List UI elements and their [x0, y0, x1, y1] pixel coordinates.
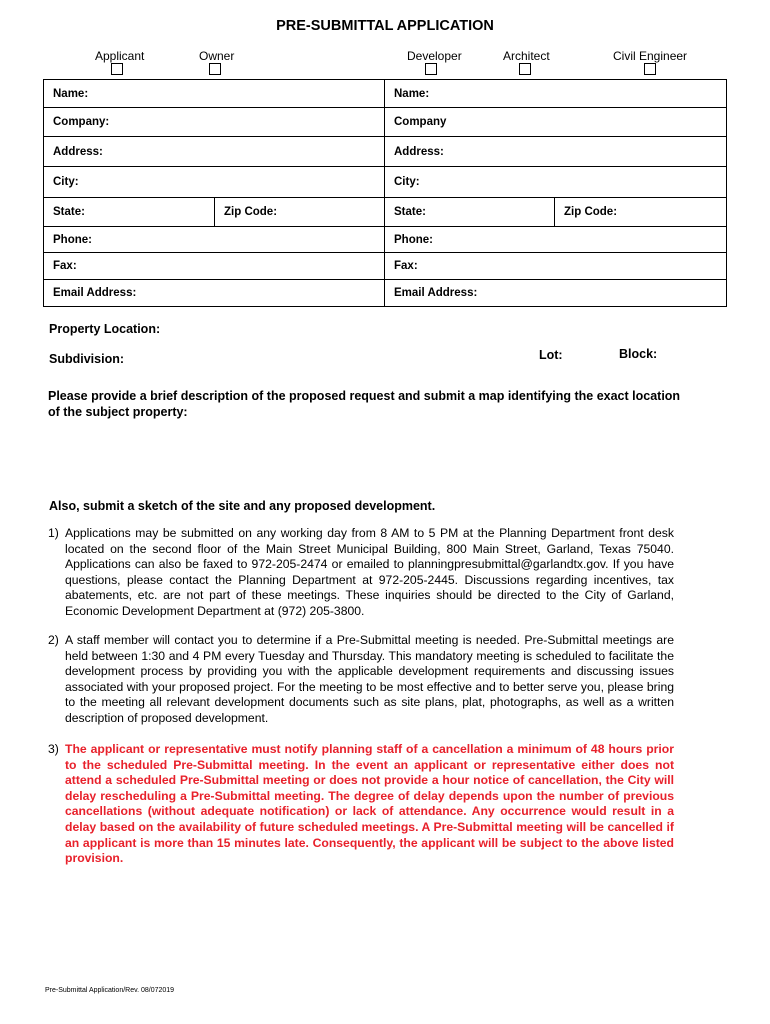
left-email-label: Email Address:	[53, 287, 137, 299]
subdivision-label: Subdivision:	[49, 352, 124, 366]
page-title: PRE-SUBMITTAL APPLICATION	[276, 18, 494, 34]
right-name-field[interactable]	[384, 80, 724, 107]
civil-engineer-checkbox[interactable]	[644, 63, 656, 75]
note-3-warning-text: The applicant or representative must notify planning staff of a cancellation a minimum of 48 hours prior to the scheduled Pre-Submittal meeting. In the event an applicant or representative either does not attend a scheduled Pre-Submittal meeting or does not provide a hour notice of cancellation, the City will delay rescheduling a Pre-Submittal meeting. The degree of delay depends upon the number of previous cancellations (without adequate notification) or lack of attendance. Any occurrence would result in a delay based on the availability of future scheduled meetings. A Pre-Submittal meeting will be cancelled if an applicant is more than 15 minutes late. Consequently, the applicant will be subject to the above listed provision.	[65, 742, 674, 866]
left-fax-field[interactable]	[44, 253, 384, 279]
left-state-label: State:	[53, 206, 85, 218]
left-address-label: Address:	[53, 145, 103, 158]
note-1-text: Applications may be submitted on any working day from 8 AM to 5 PM at the Planning Department front desk located on the second floor of the Main Street Municipal Building, 800 Main Street, Garland, Texas 75040. Applications can also be faxed to 972-205-2474 or emailed to planningpresubmittal@garlandtx.gov. If you have questions, please contact the Planning Department at 972-205-2445. Discussions regarding incentives, tax abatements, etc. are not part of these meetings. These inquiries should be directed to the City of Garland, Economic Development Department at (972) 205-3800.	[65, 526, 674, 618]
note-2	[48, 633, 674, 727]
left-company-label: Company:	[53, 116, 110, 128]
contact-form-grid	[43, 79, 727, 307]
right-state-field[interactable]	[384, 198, 554, 226]
role-label-developer: Developer	[407, 49, 462, 63]
left-email-field[interactable]	[44, 280, 384, 306]
right-phone-field[interactable]	[384, 227, 724, 252]
right-company-label: Company	[394, 116, 447, 128]
role-label-civil-engineer: Civil Engineer	[613, 49, 688, 63]
right-email-field[interactable]	[384, 280, 724, 306]
right-company-field[interactable]	[384, 108, 724, 136]
left-company-field[interactable]	[44, 108, 384, 136]
role-label-architect: Architect	[503, 49, 550, 63]
developer-checkbox[interactable]	[425, 63, 437, 75]
role-label-owner: Owner	[199, 49, 235, 63]
left-address-field[interactable]	[44, 137, 384, 166]
left-city-field[interactable]	[44, 167, 384, 197]
note-3	[48, 742, 674, 867]
note-1-number: 1)	[48, 526, 59, 540]
right-fax-field[interactable]	[384, 253, 724, 279]
left-name-label: Name:	[53, 87, 89, 100]
block-label: Block:	[619, 347, 658, 361]
right-zip-label: Zip Code:	[564, 206, 618, 218]
description-prompt: Please provide a brief description of the proposed request and submit a map identifying the exact location of the subject property:	[48, 389, 681, 419]
left-phone-label: Phone:	[53, 233, 92, 246]
owner-checkbox[interactable]	[209, 63, 221, 75]
applicant-checkbox[interactable]	[111, 63, 123, 75]
right-zip-field[interactable]	[554, 198, 724, 226]
sketch-prompt: Also, submit a sketch of the site and any proposed development.	[49, 499, 436, 513]
right-state-label: State:	[394, 206, 426, 218]
right-city-label: City:	[394, 176, 420, 188]
left-name-field[interactable]	[44, 80, 384, 107]
property-location-label: Property Location:	[49, 322, 161, 336]
note-3-number: 3)	[48, 742, 59, 756]
note-2-text: A staff member will contact you to determine if a Pre-Submittal meeting is needed. Pre-Submittal meetings are held between 1:30 and 4 PM every Tuesday and Thursday. This mandatory meeting is scheduled to facilitate the development process by providing you with the applicable development requirements and discussing issues associated with your proposed project. For the meeting to be most effective and to better serve you, please bring to the meeting all relevant development documents such as site plans, plat, photographs, as well as a written description of proposed development.	[65, 633, 674, 725]
right-name-label: Name:	[394, 87, 430, 100]
left-zip-field[interactable]	[214, 198, 384, 226]
right-address-label: Address:	[394, 145, 444, 158]
lot-label: Lot:	[539, 348, 563, 362]
note-1	[48, 526, 674, 620]
left-city-label: City:	[53, 176, 79, 188]
architect-checkbox[interactable]	[519, 63, 531, 75]
right-phone-label: Phone:	[394, 233, 433, 246]
right-fax-label: Fax:	[394, 260, 418, 272]
left-phone-field[interactable]	[44, 227, 384, 252]
right-email-label: Email Address:	[394, 287, 478, 299]
footer-revision: Pre-Submittal Application/Rev. 08/072019	[45, 987, 175, 994]
right-city-field[interactable]	[384, 167, 724, 197]
right-address-field[interactable]	[384, 137, 724, 166]
note-2-number: 2)	[48, 633, 59, 647]
left-zip-label: Zip Code:	[224, 206, 278, 218]
left-fax-label: Fax:	[53, 260, 77, 272]
left-state-field[interactable]	[44, 198, 214, 226]
role-label-applicant: Applicant	[95, 49, 145, 63]
